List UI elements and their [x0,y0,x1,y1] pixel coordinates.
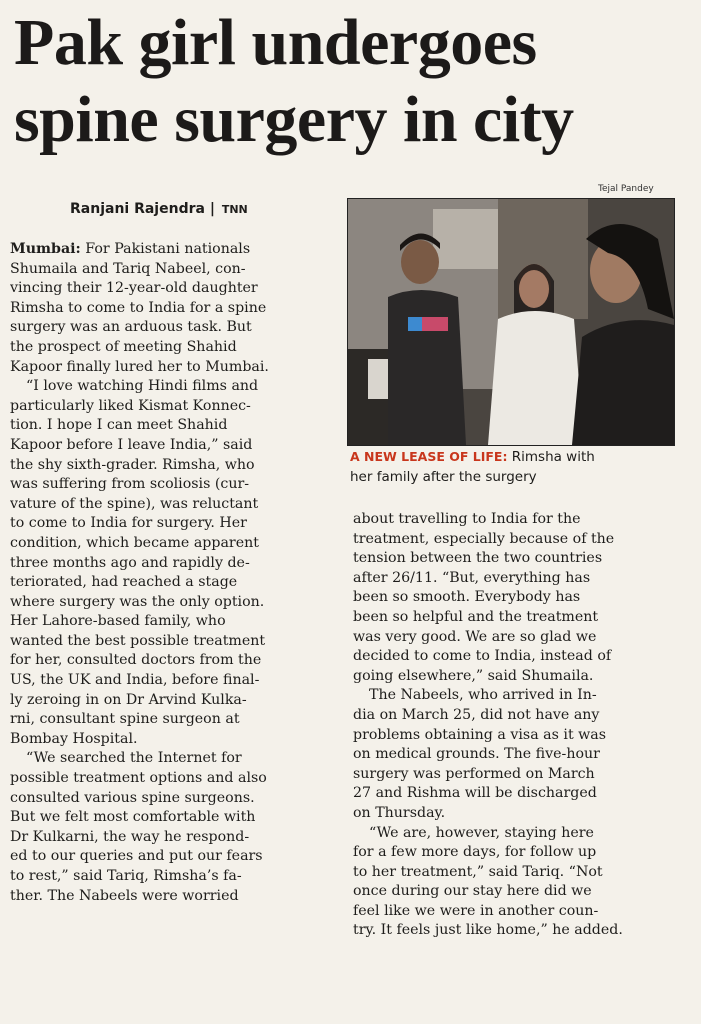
article-line: the prospect of meeting Shahid [10,338,237,355]
article-line: US, the UK and India, before final- [10,672,260,689]
article-line: rni, consultant spine surgeon at [10,711,240,728]
article-line: particularly liked Kismat Konnec- [10,397,251,414]
headline [14,4,694,158]
byline-author: Ranjani Rajendra [70,201,205,217]
article-line: on Thursday. [353,804,446,821]
article-line: ly zeroing in on Dr Arvind Kulka- [10,691,247,708]
article-line: to her treatment,” said Tariq. “Not [353,863,603,880]
byline-agency: TNN [221,203,248,216]
article-line: try. It feels just like home,” he added. [353,922,623,939]
article-line: decided to come to India, instead of [353,648,612,665]
article-column-2 [353,510,675,941]
news-photo [347,198,675,446]
article-line: going elsewhere,” said Shumaila. [353,667,594,684]
article-line: problems obtaining a visa as it was [353,726,607,743]
article-line: “We are, however, staying here [369,824,594,841]
article-line: was very good. We are so glad we [353,628,597,645]
article-line: was suffering from scoliosis (cur- [10,476,250,493]
article-line: surgery was an arduous task. But [10,319,252,336]
article-line: Her Lahore-based family, who [10,613,226,630]
caption-lead: A NEW LEASE OF LIFE: [350,449,508,464]
photo-image [348,199,674,445]
byline [70,201,248,217]
article-line: feel like we were in another coun- [353,902,599,919]
photo-credit: Tejal Pandey [598,184,654,194]
caption-text-1: Rimsha with [511,449,595,465]
byline-separator: | [209,201,215,217]
article-line: about travelling to India for the [353,511,581,527]
article-line: been so smooth. Everybody has [353,589,581,606]
article-line: “I love watching Hindi films and [26,378,259,395]
article-line: vature of the spine), was reluctant [10,495,259,512]
photo-caption [350,447,676,487]
article-line: Kapoor before I leave India,” said [10,436,253,453]
article-line: Rimsha to come to India for a spine [10,299,267,316]
article-line: once during our stay here did we [353,883,592,900]
article-line: Kapoor finally lured her to Mumbai. [10,358,269,375]
article-line: treatment, especially because of the [353,530,615,547]
article-line: to come to India for surgery. Her [10,515,247,532]
article-line: dia on March 25, did not have any [353,706,600,723]
article-line: For Pakistani nationals [85,241,251,257]
article-line: The Nabeels, who arrived in In- [369,687,597,704]
article-line: consulted various spine surgeons. [10,789,255,806]
article-line: Dr Kulkarni, the way he respond- [10,828,250,845]
article-line: after 26/11. “But, everything has [353,569,591,586]
article-line: on medical grounds. The five-hour [353,746,600,763]
article-line: condition, which became apparent [10,534,259,551]
article-line: for her, consulted doctors from the [10,652,262,669]
article-line: “We searched the Internet for [26,750,242,767]
article-line: for a few more days, for follow up [353,844,597,861]
article-line: Bombay Hospital. [10,730,138,747]
article-line: tion. I hope I can meet Shahid [10,417,228,434]
dateline: Mumbai: [10,241,81,257]
article-line: wanted the best possible treatment [10,632,266,649]
headline-line-1: Pak girl undergoes [14,6,537,79]
article-line: tension between the two countries [353,550,603,567]
article-line: three months ago and rapidly de- [10,554,250,571]
caption-text-2: her family after the surgery [350,469,537,485]
article-line: possible treatment options and also [10,770,267,787]
article-line: Shumaila and Tariq Nabeel, con- [10,260,246,277]
article-line: But we felt most comfortable with [10,809,256,826]
article-line: the shy sixth-grader. Rimsha, who [10,456,255,473]
article-line: vincing their 12-year-old daughter [10,280,258,297]
article-line: ed to our queries and put our fears [10,848,263,865]
article-column-1 [10,240,332,906]
article-line: been so helpful and the treatment [353,608,599,625]
article-line: to rest,” said Tariq, Rimsha’s fa- [10,868,242,884]
article-line: where surgery was the only option. [10,593,265,610]
article-line: 27 and Rishma will be discharged [353,785,597,802]
article-line: teriorated, had reached a stage [10,574,238,591]
article-line: surgery was performed on March [353,765,595,782]
article-line: ther. The Nabeels were worried [10,887,239,904]
headline-line-2: spine surgery in city [14,83,574,156]
